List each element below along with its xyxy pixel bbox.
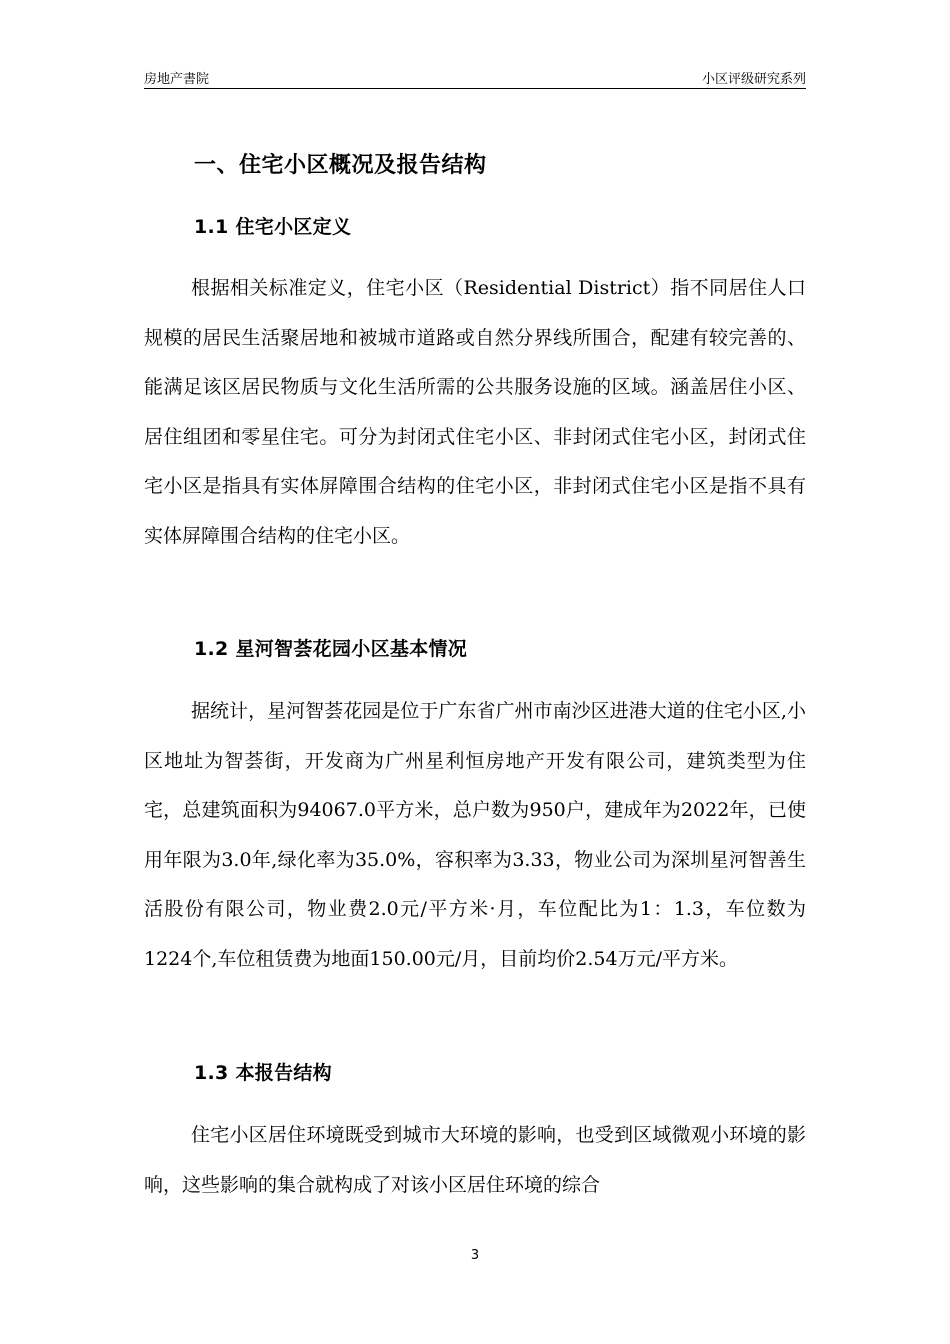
subsection-title-1-3: 1.3 本报告结构: [194, 1062, 332, 1084]
paragraph-community-overview: 据统计，星河智荟花园是位于广东省广州市南沙区进港大道的住宅小区,小区地址为智荟街，开发商为广州星利恒房地产开发有限公司，建筑类型为住宅，总建筑面积为94067.0平方米，总户数为950户，建成年为2022年，已使用年限为3.0年,绿化率为35.0%，容积率为3.33，物业公司为深圳星河智善生活股份有限公司，物业费2.0元/平方米·月，车位配比为1：1.3，车位数为1224个,车位租赁费为地面150.00元/月，目前均价2.54万元/平方米。: [144, 700, 806, 970]
page-header: [144, 66, 806, 89]
page-number: 3: [470, 1248, 480, 1263]
paragraph-definition: 根据相关标准定义，住宅小区（Residential District）指不同居住人口规模的居民生活聚居地和被城市道路或自然分界线所围合，配建有较完善的、能满足该区居民物质与文化生活所需的公共服务设施的区域。涵盖居住小区、居住组团和零星住宅。可分为封闭式住宅小区、非封闭式住宅小区，封闭式住宅小区是指具有实体屏障围合结构的住宅小区，非封闭式住宅小区是指不具有实体屏障围合结构的住宅小区。: [144, 277, 806, 547]
section-title: 一、住宅小区概况及报告结构: [194, 153, 487, 178]
subsection-title-1-1: 1.1 住宅小区定义: [194, 216, 352, 238]
subsection-title-1-2: 1.2 星河智荟花园小区基本情况: [194, 638, 468, 660]
header-publisher: 房地产書院: [144, 72, 210, 87]
paragraph-report-structure: 住宅小区居住环境既受到城市大环境的影响，也受到区域微观小环境的影响，这些影响的集合就构成了对该小区居住环境的综合: [144, 1124, 806, 1196]
header-series-title: 小区评级研究系列: [701, 72, 806, 87]
